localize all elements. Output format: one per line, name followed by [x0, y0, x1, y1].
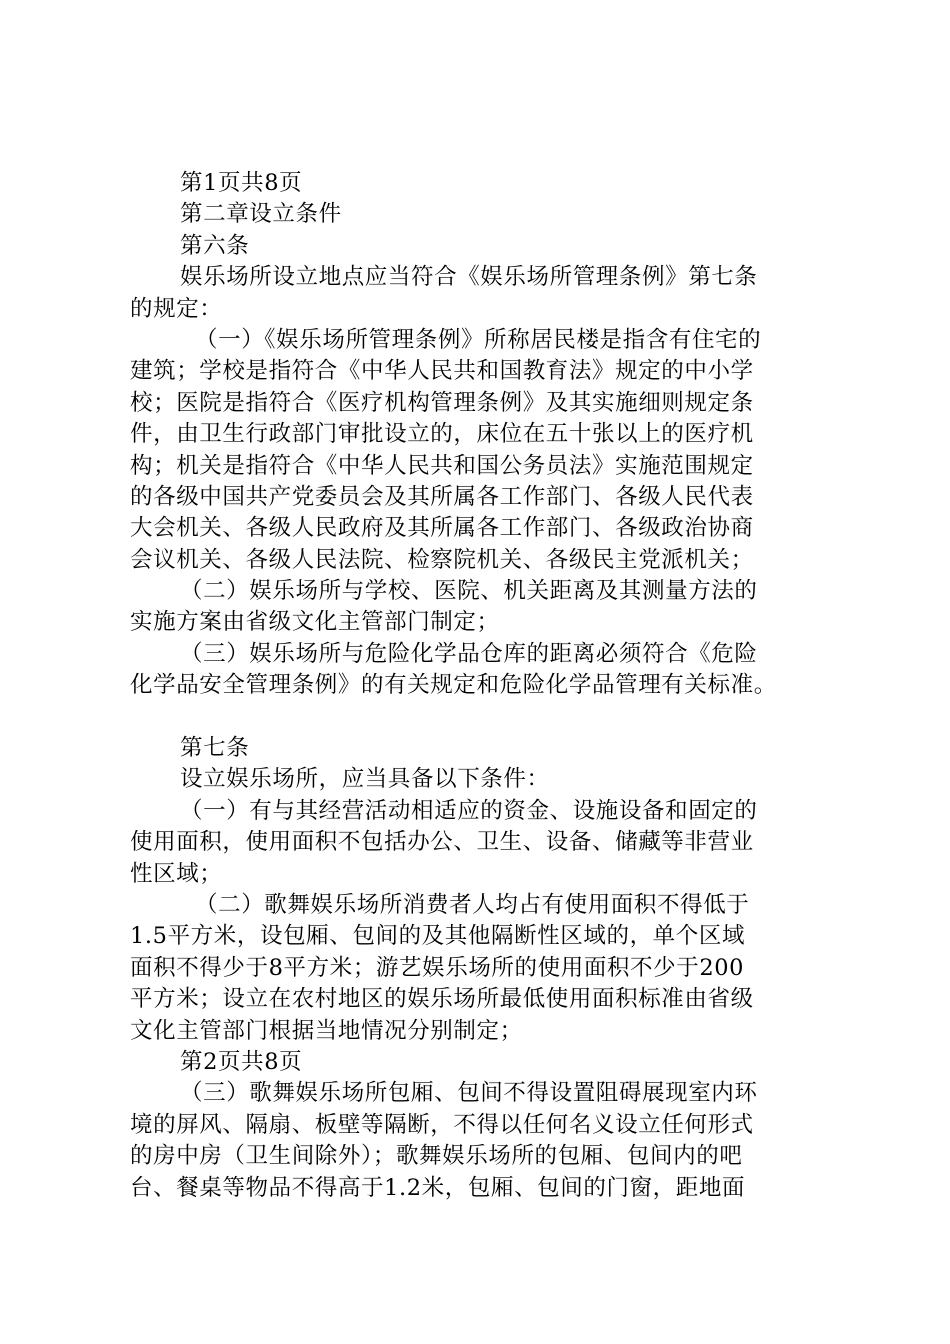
paragraph-line: 实施方案由省级文化主管部门制定； [130, 609, 500, 636]
chapter-heading: 第二章设立条件 [180, 201, 342, 228]
paragraph-line: （三）歌舞娱乐场所包厢、包间不得设置阻碍展现室内环 [180, 1080, 758, 1107]
paragraph-line: 件，由卫生行政部门审批设立的，床位在五十张以上的医疗机 [130, 421, 754, 448]
paragraph-line: 化学品安全管理条例》的有关规定和危险化学品管理有关标准。 [130, 672, 777, 699]
paragraph-line: （一）《娱乐场所管理条例》所称居民楼是指含有住宅的 [195, 326, 762, 353]
paragraph-line: 境的屏风、隔扇、板壁等隔断，不得以任何名义设立任何形式 [130, 1111, 754, 1138]
paragraph-line: （三）娱乐场所与危险化学品仓库的距离必须符合《危险 [180, 640, 758, 667]
paragraph-line: 建筑；学校是指符合《中华人民共和国教育法》规定的中小学 [130, 358, 754, 385]
paragraph-line: （一）有与其经营活动相适应的资金、设施设备和固定的 [180, 797, 758, 824]
article-6-heading: 第六条 [180, 232, 250, 259]
paragraph-line: 构；机关是指符合《中华人民共和国公务员法》实施范围规定 [130, 452, 754, 479]
paragraph-line: 文化主管部门根据当地情况分别制定； [130, 1017, 523, 1044]
paragraph-line: （二）歌舞娱乐场所消费者人均占有使用面积不得低于 [195, 891, 750, 918]
page-footer-2: 第2页共8页 [180, 1048, 303, 1075]
paragraph-line: 台、餐桌等物品不得高于1.2米，包厢、包间的门窗，距地面 [130, 1174, 746, 1201]
paragraph-line: 设立娱乐场所，应当具备以下条件： [180, 766, 550, 793]
paragraph-line: 1.5平方米，设包厢、包间的及其他隔断性区域的，单个区域 [130, 923, 746, 950]
paragraph-line: 校；医院是指符合《医疗机构管理条例》及其实施细则规定条 [130, 389, 754, 416]
page-footer-1: 第1页共8页 [180, 170, 303, 196]
paragraph-line: 使用面积，使用面积不包括办公、卫生、设备、储藏等非营业 [130, 829, 754, 856]
paragraph-line: 平方米；设立在农村地区的娱乐场所最低使用面积标准由省级 [130, 986, 754, 1013]
paragraph-line: 面积不得少于8平方米；游艺娱乐场所的使用面积不少于200 [130, 954, 745, 981]
paragraph-line: （二）娱乐场所与学校、医院、机关距离及其测量方法的 [180, 578, 758, 605]
paragraph-line: 性区域； [130, 860, 223, 887]
paragraph-line: 会议机关、各级人民法院、检察院机关、各级民主党派机关； [130, 546, 754, 573]
paragraph-line: 的房中房（卫生间除外）；歌舞娱乐场所的包厢、包间内的吧 [130, 1143, 743, 1170]
paragraph-line: 的各级中国共产党委员会及其所属各工作部门、各级人民代表 [130, 483, 754, 510]
blank-line [130, 702, 850, 733]
paragraph-line: 大会机关、各级人民政府及其所属各工作部门、各级政治协商 [130, 515, 754, 542]
paragraph-line: 的规定： [130, 295, 223, 322]
document-body [130, 168, 850, 1204]
paragraph-line: 娱乐场所设立地点应当符合《娱乐场所管理条例》第七条 [180, 264, 758, 291]
article-7-heading: 第七条 [180, 735, 250, 762]
